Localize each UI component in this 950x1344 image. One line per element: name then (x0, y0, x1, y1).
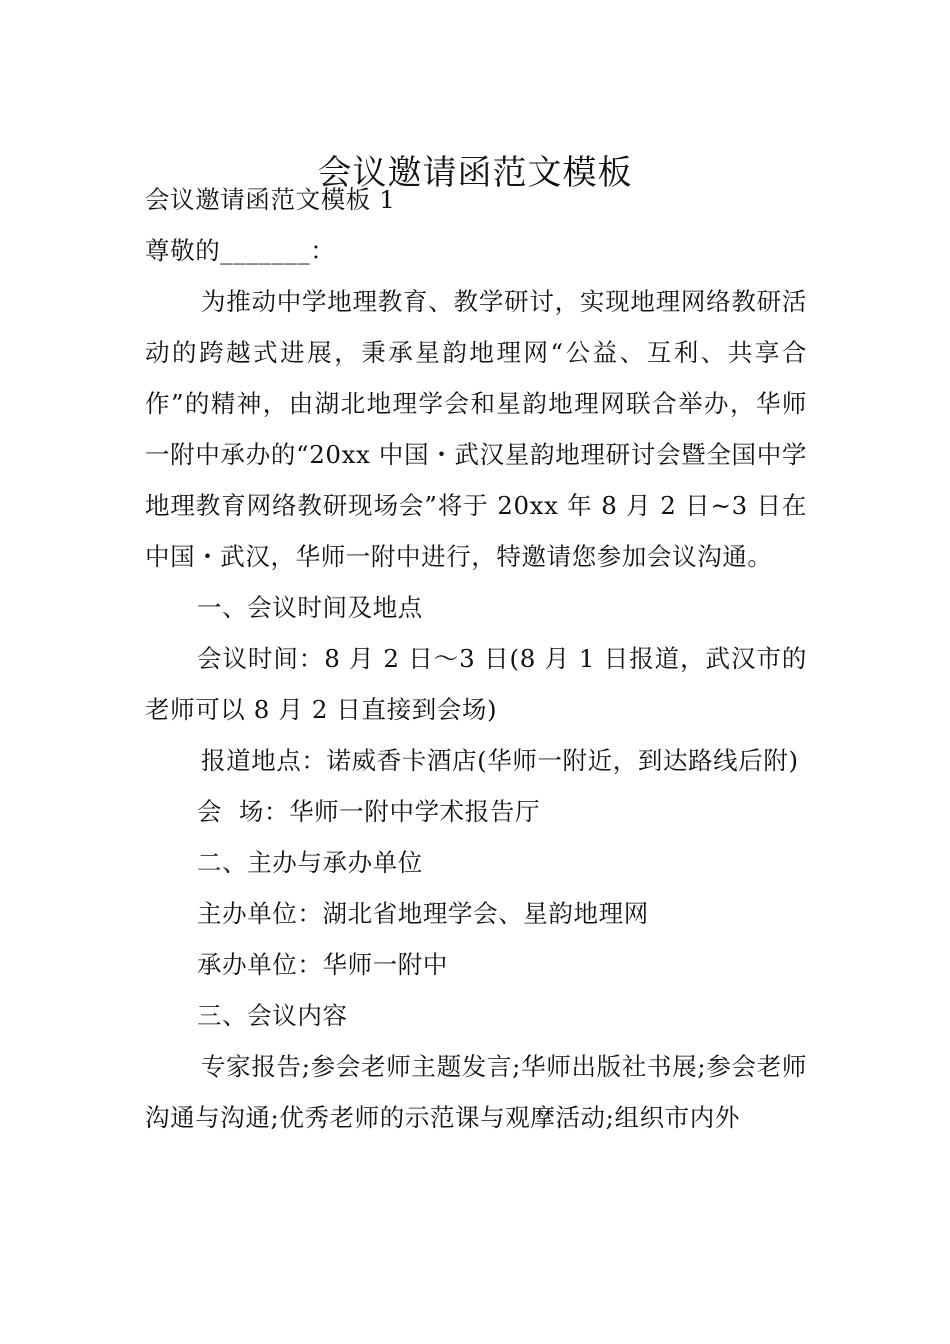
report-location-paragraph: 报道地点：诺威香卡酒店(华师一附近，到达路线后附) (201, 746, 799, 775)
venue-paragraph: 会 场：华师一附中学术报告厅 (197, 797, 541, 826)
intro-paragraph: 为推动中学地理教育、教学研讨，实现地理网络教研活动的跨越式进展，秉承星韵地理网“公益、互利、共享合作”的精神，由湖北地理学会和星韵地理网联合举办，华师一附中承办的“20xx 中国・武汉星韵地理研讨会暨全国中学地理教育网络教研现场会”将于 20xx 年 8 月 2 日~3 日在中国・武汉，华师一附中进行，特邀请您参加会议沟通。 (145, 287, 807, 571)
host-paragraph: 主办单位：湖北省地理学会、星韵地理网 (197, 899, 649, 928)
meeting-time-paragraph: 会议时间：8 月 2 日～3 日(8 月 1 日报道，武汉市的老师可以 8 月 2 日直接到会场) (145, 644, 807, 724)
document-title: 会议邀请函范文模板 (317, 152, 633, 193)
section-heading-organizers: 二、主办与承办单位 (197, 848, 423, 877)
salutation: 尊敬的_______： (145, 236, 336, 265)
document-subtitle: 会议邀请函范文模板 1 (145, 185, 396, 214)
content-paragraph: 专家报告;参会老师主题发言;华师出版社书展;参会老师沟通与沟通;优秀老师的示范课与观摩活动;组织市内外 (145, 1052, 807, 1132)
document-body (145, 174, 807, 1143)
section-heading-time-location: 一、会议时间及地点 (197, 593, 423, 622)
section-heading-content: 三、会议内容 (197, 1001, 348, 1030)
organizer-paragraph: 承办单位：华师一附中 (197, 950, 448, 979)
